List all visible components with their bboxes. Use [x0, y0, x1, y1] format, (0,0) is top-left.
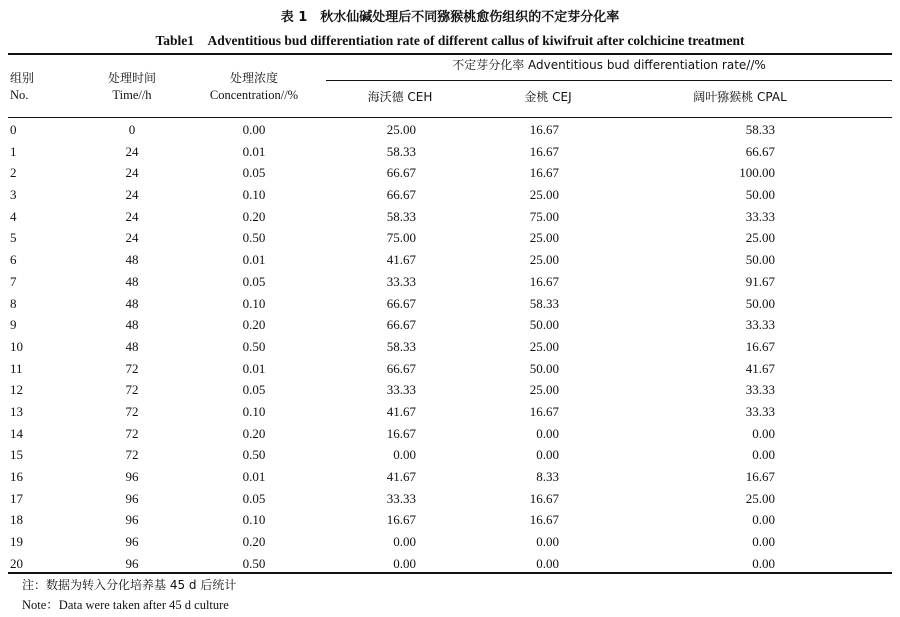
- cell-no: 19: [10, 534, 23, 550]
- cell-conc: 0.10: [242, 403, 266, 419]
- header-concentration-en: Concentration//%: [209, 88, 299, 102]
- header-cej-label: 金桃 CEJ: [524, 90, 572, 104]
- cell-no: 18: [10, 512, 23, 528]
- cell-cej: 0.00: [536, 555, 559, 571]
- cell-ceh: 33.33: [386, 490, 416, 506]
- cell-cpal: 50.00: [745, 252, 775, 268]
- cell-cej: 16.67: [529, 122, 559, 137]
- cell-conc: 0.05: [242, 165, 266, 181]
- cell-ceh: 41.67: [386, 403, 416, 419]
- cell-cpal: 0.00: [752, 425, 775, 441]
- cell-ceh: 0.00: [393, 534, 416, 550]
- cell-cpal: 50.00: [745, 187, 775, 203]
- header-time: [70, 70, 194, 104]
- cell-ceh: 41.67: [386, 469, 416, 484]
- cell-cpal: 58.33: [745, 122, 775, 137]
- cell-cej: 25.00: [529, 230, 559, 246]
- cell-no: 11: [10, 360, 23, 376]
- cell-no: 3: [10, 187, 17, 203]
- cell-conc: 0.10: [242, 187, 266, 203]
- cell-cpal: 33.33: [745, 317, 775, 333]
- table-row: [0, 424, 900, 446]
- cell-no: 10: [10, 338, 23, 354]
- cell-ceh: 58.33: [386, 208, 416, 224]
- header-cpal: [650, 89, 830, 106]
- cell-cej: 75.00: [529, 208, 559, 224]
- cell-conc: 0.01: [242, 469, 266, 484]
- table-row: [0, 532, 900, 554]
- cell-ceh: 66.67: [386, 295, 416, 311]
- cell-cej: 16.67: [529, 512, 559, 528]
- cell-conc: 0.50: [242, 338, 266, 354]
- cell-cej: 25.00: [529, 382, 559, 398]
- table-row: [0, 489, 900, 511]
- table-row: [0, 445, 900, 467]
- header-concentration: [190, 70, 318, 104]
- cell-cpal: 66.67: [745, 143, 775, 159]
- cell-cpal: 0.00: [752, 447, 775, 463]
- cell-cej: 25.00: [529, 187, 559, 203]
- table-row: [0, 337, 900, 359]
- cell-ceh: 58.33: [386, 143, 416, 159]
- cell-cej: 50.00: [529, 317, 559, 333]
- cell-no: 4: [10, 208, 17, 224]
- cell-cej: 16.67: [529, 490, 559, 506]
- cell-conc: 0.20: [242, 534, 266, 550]
- table-row: [0, 163, 900, 185]
- table-row: [0, 510, 900, 532]
- cell-conc: 0.50: [242, 230, 266, 246]
- cell-ceh: 58.33: [386, 338, 416, 354]
- table-row: [0, 359, 900, 381]
- cell-conc: 0.20: [242, 208, 266, 224]
- cell-time: 72: [125, 447, 139, 463]
- cell-cpal: 91.67: [745, 273, 775, 289]
- cell-conc: 0.20: [242, 317, 266, 333]
- table-row: [0, 294, 900, 316]
- header-time-cn: 处理时间: [107, 71, 156, 85]
- cell-no: 14: [10, 425, 23, 441]
- cell-time: 72: [125, 360, 139, 376]
- cell-no: 2: [10, 165, 17, 181]
- cell-no: 1: [10, 143, 17, 159]
- cell-time: 48: [125, 273, 139, 289]
- cell-no: 15: [10, 447, 23, 463]
- cell-conc: 0.05: [242, 490, 266, 506]
- cell-time: 48: [125, 338, 139, 354]
- cell-conc: 0.20: [242, 425, 266, 441]
- cell-no: 20: [10, 555, 23, 571]
- cell-time: 72: [125, 425, 139, 441]
- cell-time: 48: [125, 295, 139, 311]
- cell-cpal: 0.00: [752, 534, 775, 550]
- cell-no: 9: [10, 317, 17, 333]
- cell-time: 48: [125, 317, 139, 333]
- cell-no: 5: [10, 230, 17, 246]
- cell-cpal: 25.00: [745, 230, 775, 246]
- table-row: [0, 142, 900, 164]
- cell-ceh: 66.67: [386, 317, 416, 333]
- cell-ceh: 66.67: [386, 360, 416, 376]
- cell-time: 96: [125, 512, 139, 528]
- cell-cej: 16.67: [529, 165, 559, 181]
- cell-conc: 0.10: [242, 512, 266, 528]
- table-row: [0, 272, 900, 294]
- table-note-chinese: 注：数据为转入分化培养基 45 d 后统计: [22, 578, 237, 592]
- bottom-rule: [8, 572, 892, 574]
- cell-cej: 0.00: [536, 447, 559, 463]
- header-rule: [8, 117, 892, 118]
- cell-time: 72: [125, 403, 139, 419]
- cell-cpal: 50.00: [745, 295, 775, 311]
- header-cej: [478, 89, 618, 106]
- cell-conc: 0.50: [242, 555, 266, 571]
- table-row: [0, 207, 900, 229]
- cell-cej: 25.00: [529, 338, 559, 354]
- cell-ceh: 75.00: [386, 230, 416, 246]
- cell-cpal: 33.33: [745, 208, 775, 224]
- table-row: [0, 380, 900, 402]
- cell-ceh: 16.67: [386, 425, 416, 441]
- header-span-rule: [326, 80, 892, 81]
- cell-cpal: 16.67: [745, 338, 775, 354]
- header-cpal-label: 阔叶猕猴桃 CPAL: [693, 90, 787, 104]
- cell-cej: 8.33: [536, 469, 559, 484]
- cell-ceh: 25.00: [386, 122, 416, 137]
- cell-conc: 0.01: [242, 143, 266, 159]
- cell-cpal: 25.00: [745, 490, 775, 506]
- table-row: [0, 402, 900, 424]
- table-row: [0, 228, 900, 250]
- cell-time: 24: [125, 208, 139, 224]
- cell-time: 24: [125, 187, 139, 203]
- cell-no: 13: [10, 403, 23, 419]
- cell-cej: 16.67: [529, 143, 559, 159]
- header-ceh-label: 海沃德 CEH: [367, 90, 433, 104]
- cell-ceh: 16.67: [386, 512, 416, 528]
- cell-time: 96: [125, 555, 139, 571]
- cell-cej: 16.67: [529, 403, 559, 419]
- table-row: [0, 315, 900, 337]
- header-differentiation-rate: [326, 57, 892, 74]
- cell-conc: 0.05: [242, 382, 266, 398]
- cell-time: 24: [125, 165, 139, 181]
- cell-time: 24: [125, 143, 139, 159]
- cell-no: 8: [10, 295, 17, 311]
- cell-time: 0: [128, 122, 136, 137]
- cell-cpal: 100.00: [739, 165, 775, 181]
- cell-cej: 16.67: [529, 273, 559, 289]
- cell-cej: 50.00: [529, 360, 559, 376]
- table-body: [0, 120, 900, 575]
- cell-ceh: 33.33: [386, 382, 416, 398]
- cell-conc: 0.10: [242, 295, 266, 311]
- cell-conc: 0.50: [242, 447, 266, 463]
- cell-ceh: 41.67: [386, 252, 416, 268]
- cell-cpal: 0.00: [752, 555, 775, 571]
- cell-time: 24: [125, 230, 139, 246]
- cell-conc: 0.01: [242, 360, 266, 376]
- cell-no: 17: [10, 490, 23, 506]
- cell-time: 96: [125, 490, 139, 506]
- cell-ceh: 66.67: [386, 165, 416, 181]
- header-ceh: [330, 89, 470, 106]
- cell-conc: 0.00: [242, 122, 266, 137]
- cell-cpal: 33.33: [745, 403, 775, 419]
- cell-cej: 0.00: [536, 534, 559, 550]
- table-row: [0, 250, 900, 272]
- table-row: [0, 120, 900, 142]
- cell-ceh: 33.33: [386, 273, 416, 289]
- header-differentiation-rate-label: 不定芽分化率 Adventitious bud differentiation rate//%: [452, 58, 766, 72]
- cell-conc: 0.05: [242, 273, 266, 289]
- cell-time: 48: [125, 252, 139, 268]
- cell-ceh: 66.67: [386, 187, 416, 203]
- header-group-cn: 组别: [10, 71, 35, 85]
- cell-cej: 25.00: [529, 252, 559, 268]
- cell-time: 72: [125, 382, 139, 398]
- cell-cpal: 33.33: [745, 382, 775, 398]
- cell-conc: 0.01: [242, 252, 266, 268]
- cell-no: 12: [10, 382, 23, 398]
- cell-no: 6: [10, 252, 17, 268]
- cell-ceh: 0.00: [393, 447, 416, 463]
- top-rule: [8, 53, 892, 55]
- cell-cej: 0.00: [536, 425, 559, 441]
- table-title-english: Table1 Adventitious bud differentiation rate of different callus of kiwifruit after colchicine treatment: [155, 33, 745, 48]
- table-row: [0, 467, 900, 489]
- cell-no: 16: [10, 469, 23, 484]
- header-concentration-cn: 处理浓度: [229, 71, 278, 85]
- cell-no: 7: [10, 273, 17, 289]
- header-group-en: No.: [10, 88, 29, 102]
- cell-ceh: 0.00: [393, 555, 416, 571]
- table-note-english: Note：Data were taken after 45 d culture: [22, 598, 229, 612]
- table-row: [0, 185, 900, 207]
- cell-cpal: 0.00: [752, 512, 775, 528]
- cell-time: 96: [125, 534, 139, 550]
- cell-no: 0: [10, 122, 17, 137]
- cell-time: 96: [125, 469, 139, 484]
- cell-cpal: 41.67: [745, 360, 775, 376]
- cell-cpal: 16.67: [745, 469, 775, 484]
- cell-cej: 58.33: [529, 295, 559, 311]
- header-time-en: Time//h: [112, 88, 152, 102]
- table-title-chinese: 表 1 秋水仙碱处理后不同猕猴桃愈伤组织的不定芽分化率: [280, 10, 620, 25]
